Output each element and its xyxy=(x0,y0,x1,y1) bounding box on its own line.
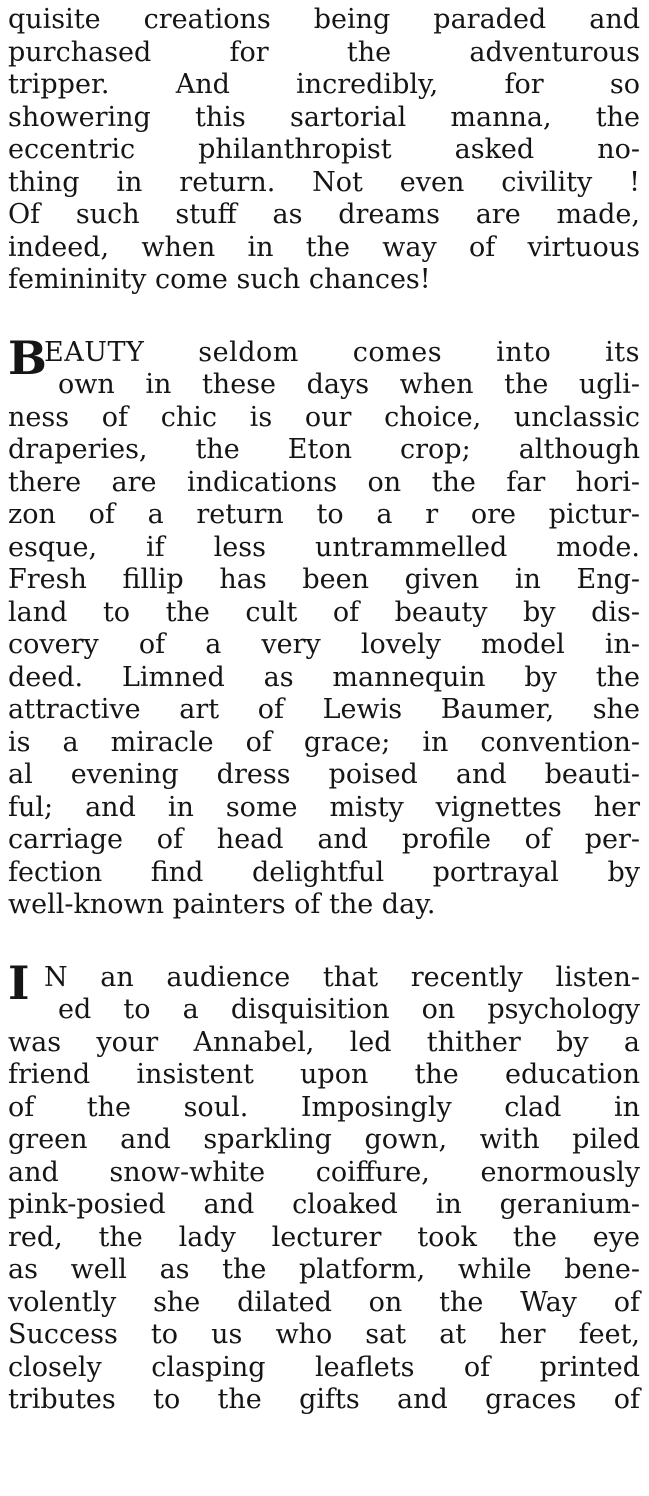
text-line: closely clasping leaflets of printed xyxy=(8,1351,640,1383)
text-line: Fresh fillip has been given in Eng- xyxy=(8,564,640,595)
text-line: land to the cult of beauty by dis- xyxy=(8,596,640,628)
text-line: was your Annabel, led thither by a xyxy=(8,1026,640,1058)
text-line: showering this sartorial manna, the xyxy=(8,101,640,133)
text-line: green and sparkling gown, with piled xyxy=(8,1124,640,1155)
dropcap-line-text: EAUTY seldom comes into its xyxy=(44,336,640,368)
paragraph-gap xyxy=(8,922,640,962)
text-line: red, the lady lecturer took the eye xyxy=(8,1221,640,1253)
dropcap-line-text: N an audience that recently listen- xyxy=(44,961,640,993)
text-line: fection find delightful portrayal by xyxy=(8,856,640,888)
text-line: as well as the platform, while bene- xyxy=(8,1254,640,1285)
article-column xyxy=(8,4,640,1417)
text-line: ed to a disquisition on psychology xyxy=(58,994,640,1025)
text-line: Success to us who sat at her feet, xyxy=(8,1319,640,1350)
text-line: indeed, when in the way of virtuous xyxy=(8,231,640,263)
text-line: ful; and in some misty vignettes her xyxy=(8,791,640,823)
text-line: deed. Limned as mannequin by the xyxy=(8,661,640,693)
drop-cap: B xyxy=(8,330,47,385)
text-line: friend insistent upon the education xyxy=(8,1059,640,1090)
text-line: al evening dress poised and beauti- xyxy=(8,759,640,790)
drop-cap: I xyxy=(8,955,30,1010)
text-line: covery of a very lovely model in- xyxy=(8,629,640,660)
text-line: tributes to the gifts and graces of xyxy=(8,1384,640,1415)
text-line: of the soul. Imposingly clad in xyxy=(8,1091,640,1123)
paragraph-3 xyxy=(8,955,640,1417)
text-line: attractive art of Lewis Baumer, she xyxy=(8,694,640,725)
text-line: purchased for the adventurous xyxy=(8,36,640,68)
text-line: draperies, the Eton crop; although xyxy=(8,434,640,465)
text-line: carriage of head and profile of per- xyxy=(8,824,640,855)
text-line: and snow-white coiffure, enormously xyxy=(8,1156,640,1188)
text-line: thing in return. Not even civility ! xyxy=(8,166,640,198)
text-line: there are indications on the far hori- xyxy=(8,466,640,498)
text-line: volently she dilated on the Way of xyxy=(8,1286,640,1318)
text-line: quisite creations being paraded and xyxy=(8,4,640,35)
text-line: well-known painters of the day. xyxy=(8,889,436,920)
paragraph-2 xyxy=(8,330,640,922)
paragraph-1 xyxy=(8,4,640,297)
text-line: zon of a return to a r ore pictur- xyxy=(8,499,640,530)
text-line: tripper. And incredibly, for so xyxy=(8,69,640,100)
text-line: is a miracle of grace; in convention- xyxy=(8,726,640,758)
text-line: eccentric philanthropist asked no- xyxy=(8,134,640,165)
paragraph-gap xyxy=(8,297,640,337)
text-line: Of such stuff as dreams are made, xyxy=(8,199,640,230)
text-line: pink-posied and cloaked in geranium- xyxy=(8,1189,640,1220)
text-line: esque, if less untrammelled mode. xyxy=(8,531,640,563)
text-line: own in these days when the ugli- xyxy=(58,369,640,400)
text-line: ness of chic is our choice, unclassic xyxy=(8,401,640,433)
text-line: femininity come such chances! xyxy=(8,264,431,295)
